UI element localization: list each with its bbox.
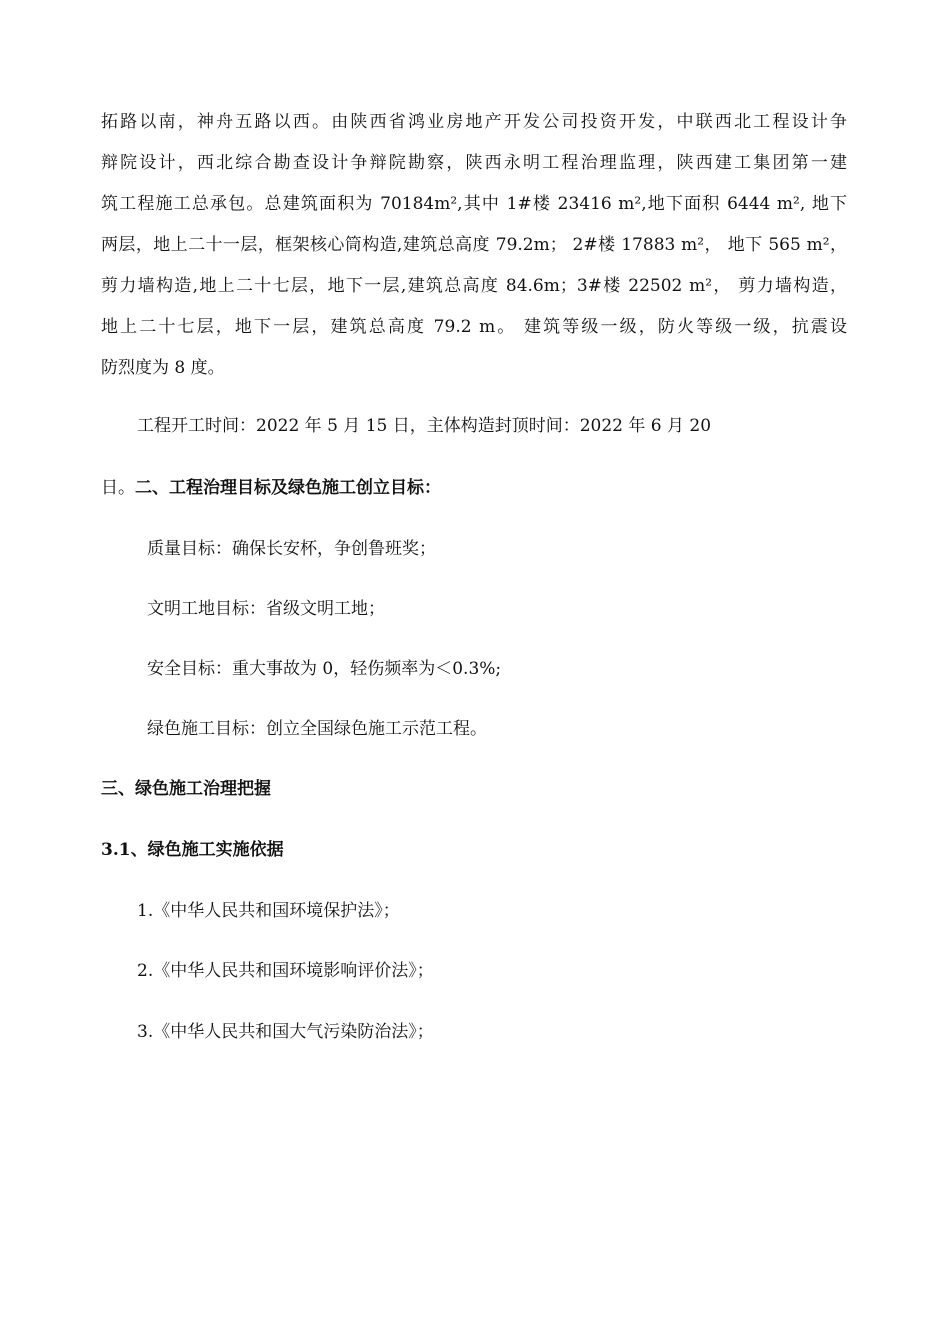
goal-quality: 质量目标：确保长安杯，争创鲁班奖；: [147, 539, 436, 559]
section-3-1-heading: 3.1、绿色施工实施依据: [101, 840, 284, 860]
schedule-heading-line: [101, 476, 441, 500]
overview-line-7: 防烈度为 8 度。: [101, 358, 225, 378]
goal-safety: 安全目标：重大事故为 0，轻伤频率为＜0.3%;: [147, 659, 502, 679]
section-3-heading: 三、绿色施工治理把握: [101, 779, 271, 799]
schedule-continuation: 日。: [101, 478, 135, 498]
section-2-heading: 二、工程治理目标及绿色施工创立目标：: [135, 478, 441, 498]
overview-line-3: 筑工程施工总承包。总建筑面积为 70184m²,其中 1#楼 23416 m²,地下面积 6444 m², 地下: [101, 194, 847, 214]
law-item-3: 3.《中华人民共和国大气污染防治法》；: [137, 1022, 434, 1042]
law-item-1: 1.《中华人民共和国环境保护法》；: [137, 901, 400, 921]
goal-civilized-site: 文明工地目标：省级文明工地；: [147, 599, 385, 619]
goal-green-construction: 绿色施工目标：创立全国绿色施工示范工程。: [147, 719, 487, 739]
overview-line-6: 地上二十七层，地下一层，建筑总高度 79.2 m。 建筑等级一级，防火等级一级，抗震设: [101, 317, 847, 337]
overview-line-2: 辩院设计，西北综合勘查设计争辩院勘察，陕西永明工程治理监理，陕西建工集团第一建: [101, 153, 847, 173]
law-item-2: 2.《中华人民共和国环境影响评价法》；: [137, 961, 434, 981]
overview-line-5: 剪力墙构造,地上二十七层，地下一层,建筑总高度 84.6m；3#楼 22502 m²， 剪力墙构造，: [101, 276, 847, 296]
schedule-line: 工程开工时间：2022 年 5 月 15 日，主体构造封顶时间：2022 年 6 月 20: [137, 416, 712, 436]
overview-line-4: 两层，地上二十一层，框架核心筒构造,建筑总高度 79.2m； 2#楼 17883 m²， 地下 565 m²，: [101, 235, 847, 255]
overview-line-1: 拓路以南，神舟五路以西。由陕西省鸿业房地产开发公司投资开发，中联西北工程设计争: [101, 112, 847, 132]
